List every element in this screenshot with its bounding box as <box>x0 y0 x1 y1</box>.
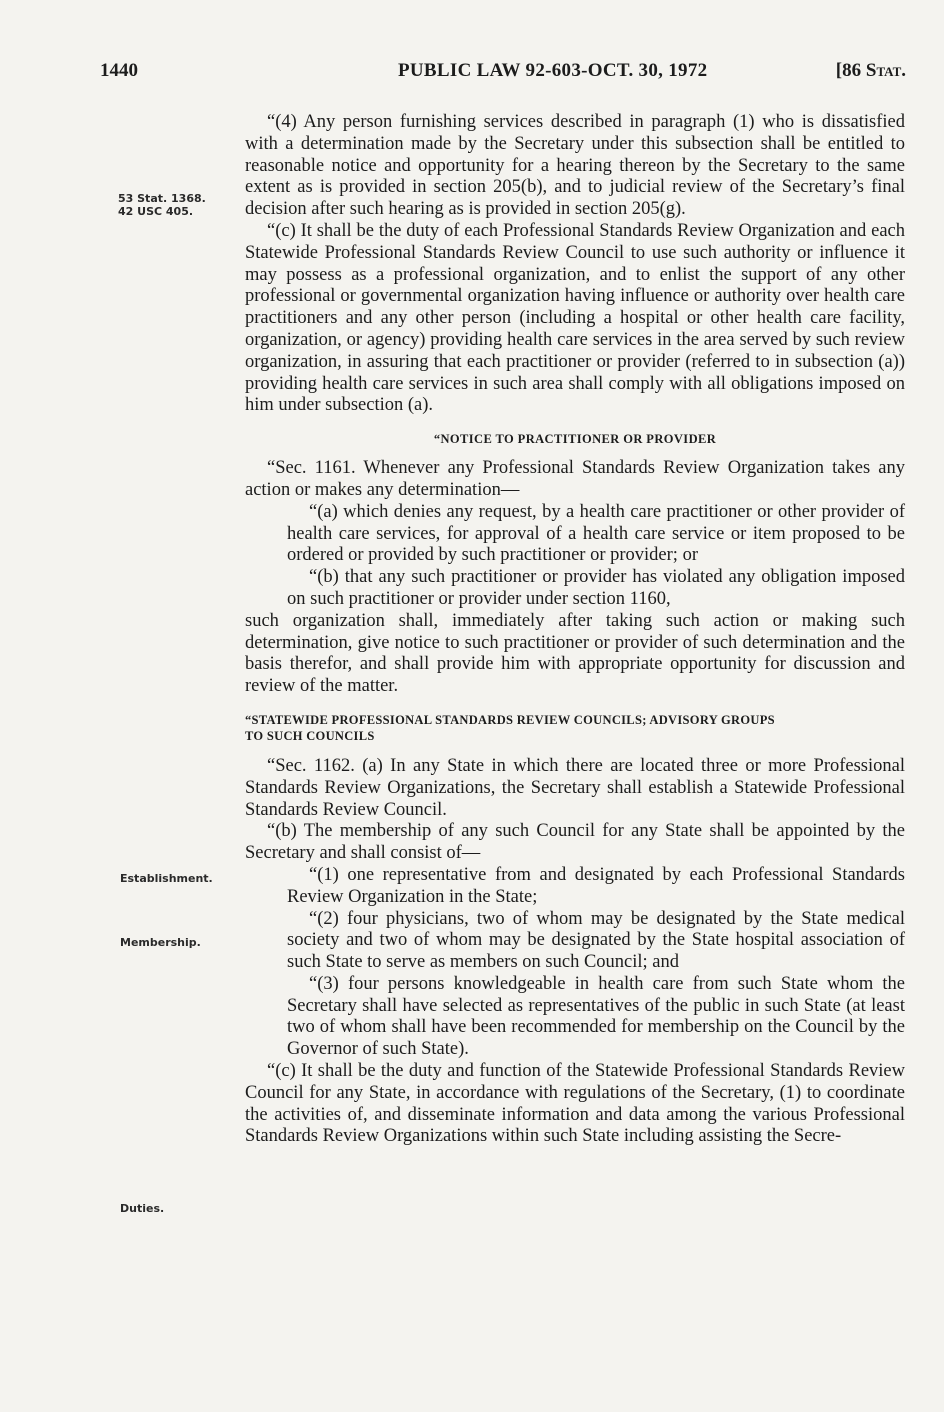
sec-1162-b-3: “(3) four persons knowledgeable in health care from such State whom the Secretary shall have selected as representatives of the public in such State (at least two of whom shall have been recommended for membership on the Council by the Governor of such State). <box>287 973 905 1060</box>
page-title: PUBLIC LAW 92-603-OCT. 30, 1972 <box>398 60 708 81</box>
margin-note-establishment: Establishment. <box>120 872 213 885</box>
sec-1162-b-1: “(1) one representative from and designated by each Professional Standards Review Organization in the State; <box>287 864 905 907</box>
heading-statewide-line-1: “STATEWIDE PROFESSIONAL STANDARDS REVIEW COUNCILS; ADVISORY GROUPS <box>245 712 775 727</box>
sec-1162-b-2: “(2) four physicians, two of whom may be designated by the State medical society and two of whom may be designated by the State hospital association of such State to serve as members on such Council; and <box>287 908 905 973</box>
citation-line-1: 53 Stat. 1368. <box>118 192 206 205</box>
section-heading-notice: “NOTICE TO PRACTITIONER OR PROVIDER <box>433 432 717 447</box>
page-number: 1440 <box>100 60 138 81</box>
paragraph-4: “(4) Any person furnishing services described in paragraph (1) who is dissatisfied with a determination made by the Secretary under this subsection shall be entitled to reasonable notice and opportunity for a hearing thereon by the Secretary to the same extent as is provided in section 205(b), and to judicial review of the Secretary’s final decision after such hearing as is provided in section 205(g). <box>245 112 905 220</box>
citation-line-2: 42 USC 405. <box>118 205 194 218</box>
body-text <box>245 112 905 1148</box>
sec-1161-clause-b: “(b) that any such practitioner or provider has violated any obligation imposed on such practitioner or provider under section 1160, <box>287 567 905 609</box>
sec-1162-c: “(c) It shall be the duty and function of the Statewide Professional Standards Review Council for any State, in accordance with regulations of the Secretary, (1) to coordinate the activities of, and disseminate information and data among the various Professional Standards Review Organizations within such State including assisting the Secre- <box>245 1061 905 1147</box>
sec-1161-clause-a: “(a) which denies any request, by a health care practitioner or other provider of health care services, for approval of a health care service or item proposed to be ordered or provided by such practitioner or provider; or <box>287 501 905 566</box>
sec-1162-a: “Sec. 1162. (a) In any State in which there are located three or more Professional Standards Review Organizations, the Secretary shall establish a Statewide Professional Standards Review Council. <box>245 755 905 820</box>
sec-1161-closing: such organization shall, immediately after taking such action or making such determination, give notice to such practitioner or provider of such determination and the basis therefor, and shall provide him with appropriate opportunity for discussion and review of the matter. <box>245 610 905 697</box>
sec-1162-b: “(b) The membership of any such Council for any State shall be appointed by the Secretary and shall consist of— <box>245 821 905 864</box>
stat-label: Stat. <box>865 60 906 81</box>
stat-prefix: [86 <box>835 60 866 81</box>
margin-note-membership: Membership. <box>120 936 201 949</box>
sec-1161-intro: “Sec. 1161. Whenever any Professional Standards Review Organization takes any action or makes any determination— <box>245 458 905 500</box>
margin-note-citation <box>118 192 206 218</box>
margin-note-duties: Duties. <box>120 1202 165 1215</box>
section-heading-statewide <box>245 712 905 744</box>
page-header <box>100 60 906 88</box>
heading-statewide-line-2: TO SUCH COUNCILS <box>245 728 375 743</box>
stat-reference <box>836 60 906 82</box>
paragraph-c: “(c) It shall be the duty of each Professional Standards Review Organization and each Statewide Professional Standards Review Council to use such authority or influence it may possess as a professional organization, and to enlist the support of any other professional or governmental organization having influence or authority over health care practitioners and any other person (including a hospital or other health care facility, organization, or agency) providing health care services in the area served by such review organization, in assuring that each practitioner or provider (referred to in subsection (a)) providing health care services in such area shall comply with all obligations imposed on him under subsection (a). <box>245 220 905 416</box>
